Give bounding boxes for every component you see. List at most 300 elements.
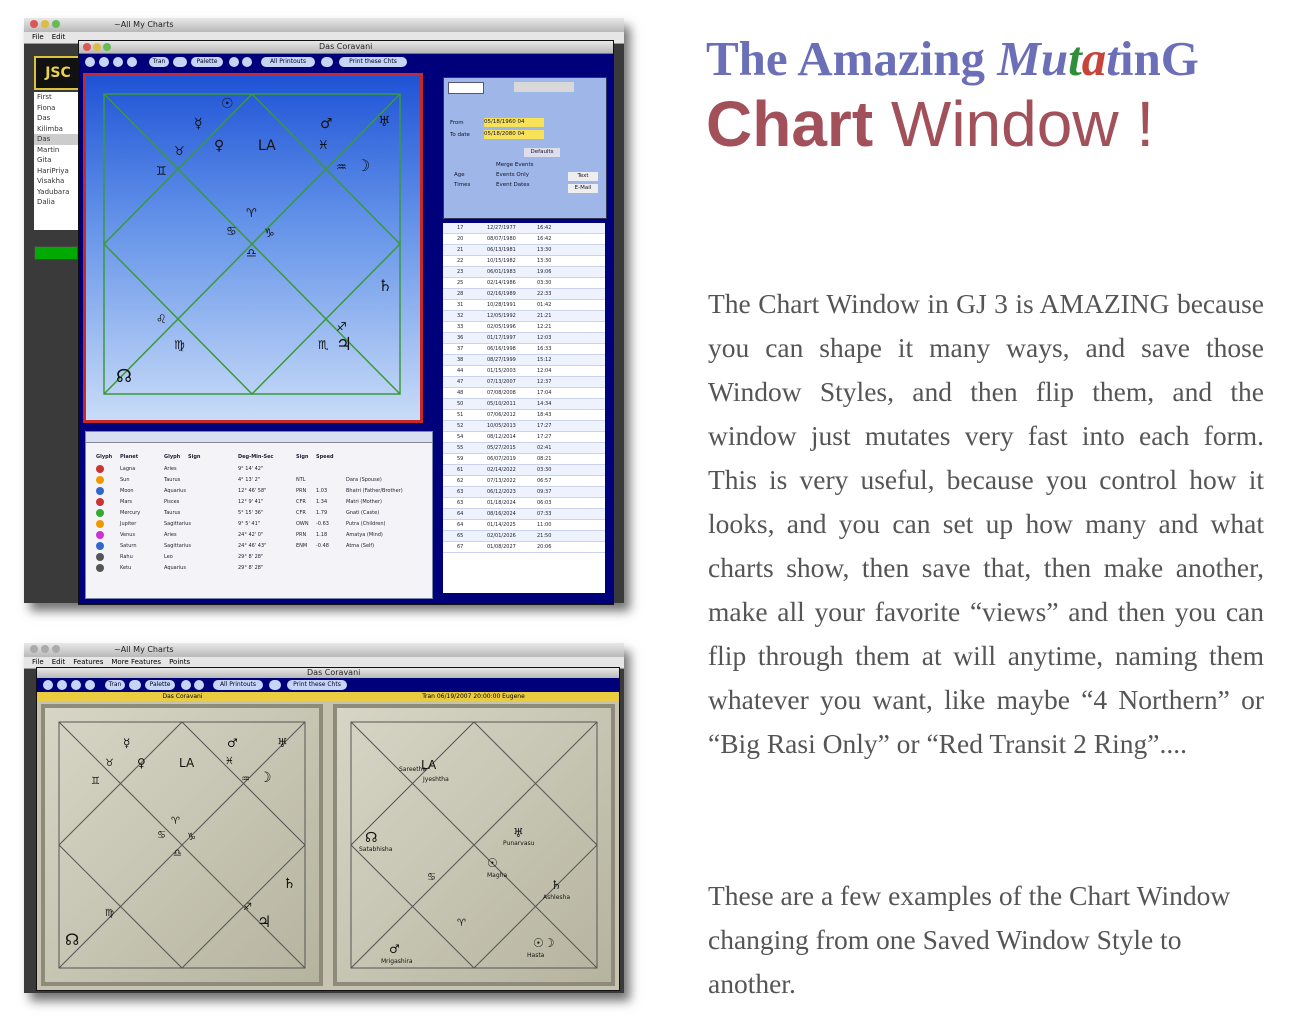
table-cell: 23: [457, 269, 464, 275]
aries-center-sign-icon: ♈: [171, 816, 180, 827]
table-cell: 33: [457, 324, 464, 330]
planet-glyph-icon: [96, 520, 104, 528]
from-date-field[interactable]: 05/18/1960 04: [484, 118, 544, 127]
table-row[interactable]: [443, 267, 605, 278]
table-row[interactable]: [96, 497, 426, 508]
table-cell: 02:41: [537, 445, 552, 451]
table-row[interactable]: [443, 300, 605, 311]
heading-mutating-word: [997, 31, 1199, 86]
table-cell: 51: [457, 412, 464, 418]
table-cell: 06/13/1981: [487, 247, 516, 253]
karaka-cell: Amatya (Mind): [346, 532, 383, 538]
heading-window-word: Window !: [873, 88, 1155, 160]
table-cell: 02/14/2022: [487, 467, 516, 473]
table-header-cell: Planet: [120, 454, 139, 460]
table-cell: NTL: [296, 477, 306, 483]
table-row[interactable]: [96, 508, 426, 519]
table-cell: Venus: [120, 532, 136, 538]
mars-glyph-icon: ♂: [320, 116, 333, 132]
table-header: [96, 454, 426, 464]
toolbar-arrow-button[interactable]: [194, 680, 204, 690]
all-printouts-button[interactable]: All Printouts: [261, 57, 315, 67]
chart-toolbar: [37, 678, 619, 692]
table-cell: 52: [457, 423, 464, 429]
summary-paragraph: These are a few examples of the Chart Window changing from one Saved Window Style to another.: [708, 879, 1231, 999]
table-row[interactable]: [443, 289, 605, 300]
table-cell: 14:34: [537, 401, 552, 407]
table-cell: 06/07/2019: [487, 456, 516, 462]
zoom-dot-icon[interactable]: [103, 43, 111, 51]
heading-letter: u: [1040, 31, 1069, 86]
table-cell: 54: [457, 434, 464, 440]
text-button[interactable]: Text: [568, 172, 598, 181]
table-cell: 06/12/2023: [487, 489, 516, 495]
table-row[interactable]: [443, 234, 605, 245]
style-buttons[interactable]: [514, 82, 574, 92]
list-item[interactable]: First: [37, 93, 52, 101]
to-date-label: To date: [450, 132, 470, 138]
toolbar-arrow-button[interactable]: [229, 57, 239, 67]
table-cell: 12:37: [537, 379, 552, 385]
palette-button[interactable]: Palette: [191, 57, 223, 67]
table-cell: PRN: [296, 488, 307, 494]
table-header-cell: Glyph: [164, 454, 181, 460]
times-checkbox[interactable]: Times: [454, 182, 471, 188]
table-row[interactable]: [443, 366, 605, 377]
table-row[interactable]: [96, 519, 426, 530]
list-item[interactable]: Das: [37, 114, 51, 122]
table-header-cell: Glyph: [96, 454, 113, 460]
zoom-dot-icon[interactable]: [52, 645, 60, 653]
palette-button[interactable]: Palette: [145, 680, 175, 690]
rahu-glyph-icon: ☊: [65, 930, 80, 949]
table-cell: 12:21: [537, 324, 552, 330]
aries-center-sign-icon: ♈: [246, 206, 257, 220]
transit-saturn-glyph-icon: ♄: [551, 878, 562, 892]
table-row[interactable]: [443, 278, 605, 289]
aries-sign-icon: ♉: [174, 144, 185, 158]
table-row[interactable]: [443, 531, 605, 542]
table-cell: 64: [457, 522, 464, 528]
capricorn-sign-icon: ♑: [264, 226, 275, 240]
toolbar-round-button[interactable]: [127, 57, 137, 67]
table-cell: 19:06: [537, 269, 552, 275]
table-cell: 1.03: [316, 488, 328, 494]
table-row[interactable]: [443, 476, 605, 487]
event-dates-checkbox[interactable]: Event Dates: [496, 182, 530, 188]
transit-sun-glyph-icon: ☉: [487, 856, 498, 870]
table-row[interactable]: [443, 520, 605, 531]
libra-sign-icon: ♎: [173, 848, 182, 859]
zoom-dot-icon[interactable]: [52, 20, 60, 28]
table-cell: Moon: [120, 488, 134, 494]
planet-glyph-icon: [96, 498, 104, 506]
mars-glyph-icon: ♂: [227, 736, 238, 750]
table-cell: 24° 46' 43": [238, 543, 267, 549]
table-cell: Aries: [164, 532, 177, 538]
jupiter-glyph-icon: ♃: [336, 334, 353, 355]
tran-button[interactable]: Tran: [149, 57, 169, 67]
sagittarius-sign-icon: ♐: [243, 902, 252, 913]
table-cell: Pisces: [164, 499, 180, 505]
table-row[interactable]: [443, 245, 605, 256]
table-cell: 67: [457, 544, 464, 550]
venus-glyph-icon: ♀: [214, 138, 225, 154]
table-cell: 06/16/1998: [487, 346, 516, 352]
list-item[interactable]: Kilimba: [37, 124, 63, 133]
table-cell: 21: [457, 247, 464, 253]
minimize-dot-icon[interactable]: [93, 43, 101, 51]
table-cell: 02/16/1989: [487, 291, 516, 297]
table-cell: 05/27/2015: [487, 445, 516, 451]
table-cell: 17:27: [537, 423, 552, 429]
table-row[interactable]: [443, 256, 605, 267]
menu-edit[interactable]: Edit: [51, 33, 66, 41]
close-dot-icon[interactable]: [30, 20, 38, 28]
table-row[interactable]: [96, 464, 426, 475]
table-tabs[interactable]: [86, 432, 432, 443]
inner-chart-window: [78, 40, 614, 605]
karaka-cell: Atma (Self): [346, 543, 375, 549]
table-cell: 37: [457, 346, 464, 352]
minimize-dot-icon[interactable]: [41, 20, 49, 28]
table-row[interactable]: [96, 541, 426, 552]
transit-uranus-glyph-icon: ♅: [513, 826, 524, 840]
heading-line-1: [706, 30, 1286, 88]
inner-window-title: Das Coravani: [307, 668, 361, 677]
list-item[interactable]: Visakha: [37, 177, 65, 185]
table-cell: Aries: [164, 466, 177, 472]
table-cell: 29° 8' 28": [238, 565, 264, 571]
table-row[interactable]: [443, 509, 605, 520]
toolbar-round-button[interactable]: [129, 680, 141, 690]
aquarius-sign-icon: ♒: [241, 774, 250, 785]
table-row[interactable]: [443, 344, 605, 355]
toolbar-arrow-button[interactable]: [181, 680, 191, 690]
gemini-sign-icon: ♊: [91, 776, 100, 787]
table-row[interactable]: [443, 322, 605, 333]
karaka-cell: Bhatri (Father/Brother): [346, 488, 403, 494]
table-cell: 61: [457, 467, 464, 473]
menu-edit[interactable]: Edit: [51, 658, 66, 666]
transit-sign-icon: ♈: [457, 918, 466, 929]
table-cell: 12° 9' 41": [238, 499, 264, 505]
list-item[interactable]: Yadubara: [37, 187, 70, 196]
left-chart-header: Das Coravani: [37, 692, 328, 701]
dasha-list: [443, 223, 605, 593]
table-cell: 48: [457, 390, 464, 396]
list-item[interactable]: HariPriya: [37, 166, 69, 175]
table-cell: 02/14/1986: [487, 280, 516, 286]
screenshot-stone-chart-window: [24, 643, 624, 993]
table-cell: 07/08/2008: [487, 390, 516, 396]
toolbar-round-button[interactable]: [113, 57, 123, 67]
table-row[interactable]: [443, 410, 605, 421]
table-row[interactable]: [443, 454, 605, 465]
toolbar-round-button[interactable]: [71, 680, 81, 690]
planet-glyph-icon: [96, 476, 104, 484]
table-cell: -0.63: [316, 521, 329, 527]
table-cell: 17:27: [537, 434, 552, 440]
people-list: [34, 92, 78, 230]
menu-features[interactable]: Features: [73, 658, 104, 666]
inner-chart-window: [36, 667, 620, 991]
toolbar-round-button[interactable]: [57, 680, 67, 690]
inner-title-bar: [79, 41, 613, 54]
age-checkbox[interactable]: Age: [454, 172, 465, 178]
table-cell: 22:33: [537, 291, 552, 297]
close-dot-icon[interactable]: [30, 645, 38, 653]
heading-chart-word: Chart: [706, 88, 874, 160]
print-charts-button[interactable]: Print these Chts: [339, 57, 407, 67]
table-header-cell: Sign: [296, 454, 309, 460]
defaults-button[interactable]: Defaults: [524, 148, 560, 157]
transit-label: Punarvasu: [503, 840, 535, 847]
table-cell: 10/28/1991: [487, 302, 516, 308]
table-cell: 55: [457, 445, 464, 451]
table-cell: 07:33: [537, 511, 552, 517]
karaka-cell: Dara (Spouse): [346, 477, 382, 483]
table-row[interactable]: [443, 432, 605, 443]
table-cell: Sun: [120, 477, 130, 483]
table-cell: 44: [457, 368, 464, 374]
table-cell: 12/27/1977: [487, 225, 516, 231]
table-cell: 07/13/2022: [487, 478, 516, 484]
table-cell: 63: [457, 489, 464, 495]
libra-sign-icon: ♎: [246, 246, 257, 260]
table-cell: Mars: [120, 499, 133, 505]
table-cell: 03:30: [537, 467, 552, 473]
karaka-cell: Putra (Children): [346, 521, 386, 527]
description-paragraph: The Chart Window in GJ 3 is AMAZING because you can shape it many ways, and save those Window Styles, and then flip them, and the window just mutates very fast into each form. This is very useful, because you control how it looks, and you can set up how many and what charts show, then save that, then make another, make all your favorite “views” and then you can flip through them at will anytime, naming them whatever you want, like maybe “4 Northern” or “Big Rasi Only” or “Red Transit 2 Ring”....: [708, 287, 1264, 759]
table-cell: 21:21: [537, 313, 552, 319]
table-row[interactable]: [96, 486, 426, 497]
table-cell: 01/15/2003: [487, 368, 516, 374]
table-cell: 11:00: [537, 522, 552, 528]
transit-label: Hasta: [527, 952, 545, 959]
table-cell: 08/07/1980: [487, 236, 516, 242]
table-header-cell: Speed: [316, 454, 334, 460]
table-cell: 15:12: [537, 357, 552, 363]
toolbar-round-button[interactable]: [43, 680, 53, 690]
table-row[interactable]: [443, 498, 605, 509]
gemini-sign-icon: ♊: [156, 164, 167, 178]
transit-label: Magha: [487, 872, 508, 879]
list-item[interactable]: Dalia: [37, 198, 55, 206]
inner-window-title: Das Coravani: [319, 42, 373, 51]
toolbar-arrow-button[interactable]: [242, 57, 252, 67]
merge-events-checkbox[interactable]: Merge Events: [496, 162, 534, 168]
toolbar-round-button[interactable]: [269, 680, 281, 690]
table-row[interactable]: [443, 377, 605, 388]
toolbar-round-button[interactable]: [85, 680, 95, 690]
table-row[interactable]: [96, 552, 426, 563]
toolbar-round-button[interactable]: [85, 57, 95, 67]
aquarius-sign-icon: ♒: [336, 160, 347, 174]
table-cell: 06:57: [537, 478, 552, 484]
heading-letter: inG: [1119, 31, 1199, 86]
table-cell: 06/01/1983: [487, 269, 516, 275]
list-item[interactable]: Gita: [37, 156, 52, 164]
transit-label: Sareetha: [399, 766, 427, 773]
planet-glyph-icon: [96, 553, 104, 561]
table-cell: 16:42: [537, 236, 552, 242]
table-row[interactable]: [443, 465, 605, 476]
minimize-dot-icon[interactable]: [41, 645, 49, 653]
status-indicator: [34, 246, 78, 260]
menu-points[interactable]: Points: [169, 658, 191, 666]
menu-file[interactable]: File: [32, 658, 44, 666]
app-logo: JSC: [34, 56, 82, 90]
menu-more-features[interactable]: More Features: [111, 658, 162, 666]
table-cell: 02/05/1996: [487, 324, 516, 330]
table-cell: 1.34: [316, 499, 328, 505]
email-button[interactable]: E-Mail: [568, 184, 598, 193]
events-only-checkbox[interactable]: Events Only: [496, 172, 529, 178]
table-row[interactable]: [443, 399, 605, 410]
lagna-glyph-icon: LA: [258, 138, 276, 154]
table-cell: 08/27/1999: [487, 357, 516, 363]
table-cell: 65: [457, 533, 464, 539]
heading-prefix: The Amazing: [706, 31, 998, 86]
capricorn-sign-icon: ♑: [187, 832, 196, 843]
pisces-sign-icon: ♓: [225, 756, 234, 767]
planet-glyph-icon: [96, 487, 104, 495]
outer-window-title: ~All My Charts: [114, 645, 174, 654]
toolbar-round-button[interactable]: [321, 57, 333, 67]
table-cell: 9° 14' 42": [238, 466, 264, 472]
list-item[interactable]: Fiona: [37, 103, 56, 112]
table-cell: 12/05/1992: [487, 313, 516, 319]
table-cell: Mercury: [120, 510, 141, 516]
saturn-glyph-icon: ♄: [283, 876, 296, 892]
options-panel: [443, 77, 607, 219]
table-cell: Jupiter: [120, 521, 137, 527]
table-cell: 01:42: [537, 302, 552, 308]
table-row[interactable]: [443, 443, 605, 454]
table-cell: Aquarius: [164, 488, 186, 494]
table-cell: Taurus: [164, 477, 181, 483]
table-row[interactable]: [443, 487, 605, 498]
heading-letter: a: [1081, 31, 1107, 86]
sun-glyph-icon: ☉: [221, 96, 234, 112]
table-cell: 50: [457, 401, 464, 407]
table-cell: 01/08/2027: [487, 544, 516, 550]
outer-title-bar: [24, 643, 624, 658]
venus-glyph-icon: ♀: [137, 756, 146, 770]
planet-table: [96, 454, 426, 574]
leo-sign-icon: ♌: [156, 312, 167, 326]
table-cell: 12° 46' 58": [238, 488, 267, 494]
table-cell: 12:03: [537, 335, 552, 341]
table-cell: 4° 13' 2": [238, 477, 261, 483]
table-row[interactable]: [96, 530, 426, 541]
table-cell: Leo: [164, 554, 173, 560]
table-cell: 01/18/2024: [487, 500, 516, 506]
table-cell: 05/10/2011: [487, 401, 516, 407]
table-cell: 59: [457, 456, 464, 462]
planet-glyph-icon: [96, 509, 104, 517]
window-style-select[interactable]: [448, 82, 484, 94]
moon-glyph-icon: ☽: [259, 770, 272, 786]
toolbar-round-button[interactable]: [173, 57, 187, 67]
table-row[interactable]: [443, 333, 605, 344]
toolbar-round-button[interactable]: [99, 57, 109, 67]
table-row[interactable]: [443, 388, 605, 399]
transit-rahu-glyph-icon: ☊: [365, 830, 378, 846]
table-row[interactable]: [96, 563, 426, 574]
table-cell: 06:03: [537, 500, 552, 506]
table-cell: 1.18: [316, 532, 328, 538]
sagittarius-sign-icon: ♐: [336, 320, 347, 334]
cancer-sign-icon: ♋: [226, 224, 237, 238]
table-cell: 32: [457, 313, 464, 319]
table-cell: 38: [457, 357, 464, 363]
table-cell: 01/17/1997: [487, 335, 516, 341]
to-date-field[interactable]: 05/18/2080 04: [484, 130, 544, 139]
menu-file[interactable]: File: [32, 33, 44, 41]
jupiter-glyph-icon: ♃: [257, 912, 272, 931]
tran-button[interactable]: Tran: [105, 680, 125, 690]
uranus-glyph-icon: ♅: [277, 736, 288, 750]
table-row[interactable]: [443, 542, 605, 553]
table-cell: ENM: [296, 543, 308, 549]
table-cell: Saturn: [120, 543, 137, 549]
close-dot-icon[interactable]: [83, 43, 91, 51]
table-header-cell: Deg-Min-Sec: [238, 454, 274, 460]
print-charts-button[interactable]: Print these Chts: [287, 680, 347, 690]
table-row[interactable]: [443, 311, 605, 322]
table-cell: 07/06/2012: [487, 412, 516, 418]
table-cell: 5° 15' 36": [238, 510, 264, 516]
lagna-glyph-icon: LA: [179, 756, 195, 770]
heading-line-2: [706, 88, 1286, 160]
transit-chart-lines: [337, 708, 611, 982]
table-cell: 22: [457, 258, 464, 264]
right-chart-header: Tran 06/19/2007 20:00:00 Eugene: [328, 692, 619, 701]
table-cell: 02/01/2026: [487, 533, 516, 539]
list-item-selected[interactable]: Das: [34, 134, 78, 145]
mercury-glyph-icon: ☿: [123, 736, 131, 750]
table-cell: 08/12/2014: [487, 434, 516, 440]
table-cell: 31: [457, 302, 464, 308]
table-row[interactable]: [443, 421, 605, 432]
transit-label: Mrigashira: [381, 958, 413, 965]
table-cell: 09:37: [537, 489, 552, 495]
table-row[interactable]: [443, 355, 605, 366]
table-cell: 9° 5' 41": [238, 521, 261, 527]
table-cell: PRN: [296, 532, 307, 538]
all-printouts-button[interactable]: All Printouts: [213, 680, 263, 690]
from-label: From: [450, 120, 464, 126]
table-cell: 01/14/2025: [487, 522, 516, 528]
table-cell: Rahu: [120, 554, 133, 560]
table-row[interactable]: [96, 475, 426, 486]
table-cell: OWN: [296, 521, 309, 527]
table-cell: 03:30: [537, 280, 552, 286]
list-item[interactable]: Martin: [37, 145, 60, 154]
table-cell: 13:30: [537, 247, 552, 253]
table-cell: 29° 8' 28": [238, 554, 264, 560]
heading-letter: t: [1106, 31, 1120, 86]
table-cell: Lagna: [120, 466, 136, 472]
table-row[interactable]: [443, 223, 605, 234]
table-header-cell: Sign: [188, 454, 201, 460]
heading-block: [706, 30, 1286, 160]
scorpio-sign-icon: ♏: [318, 338, 329, 352]
transit-label: Jyeshtha: [423, 776, 449, 783]
transit-moon-glyph-icon: ☉☽: [533, 936, 555, 950]
